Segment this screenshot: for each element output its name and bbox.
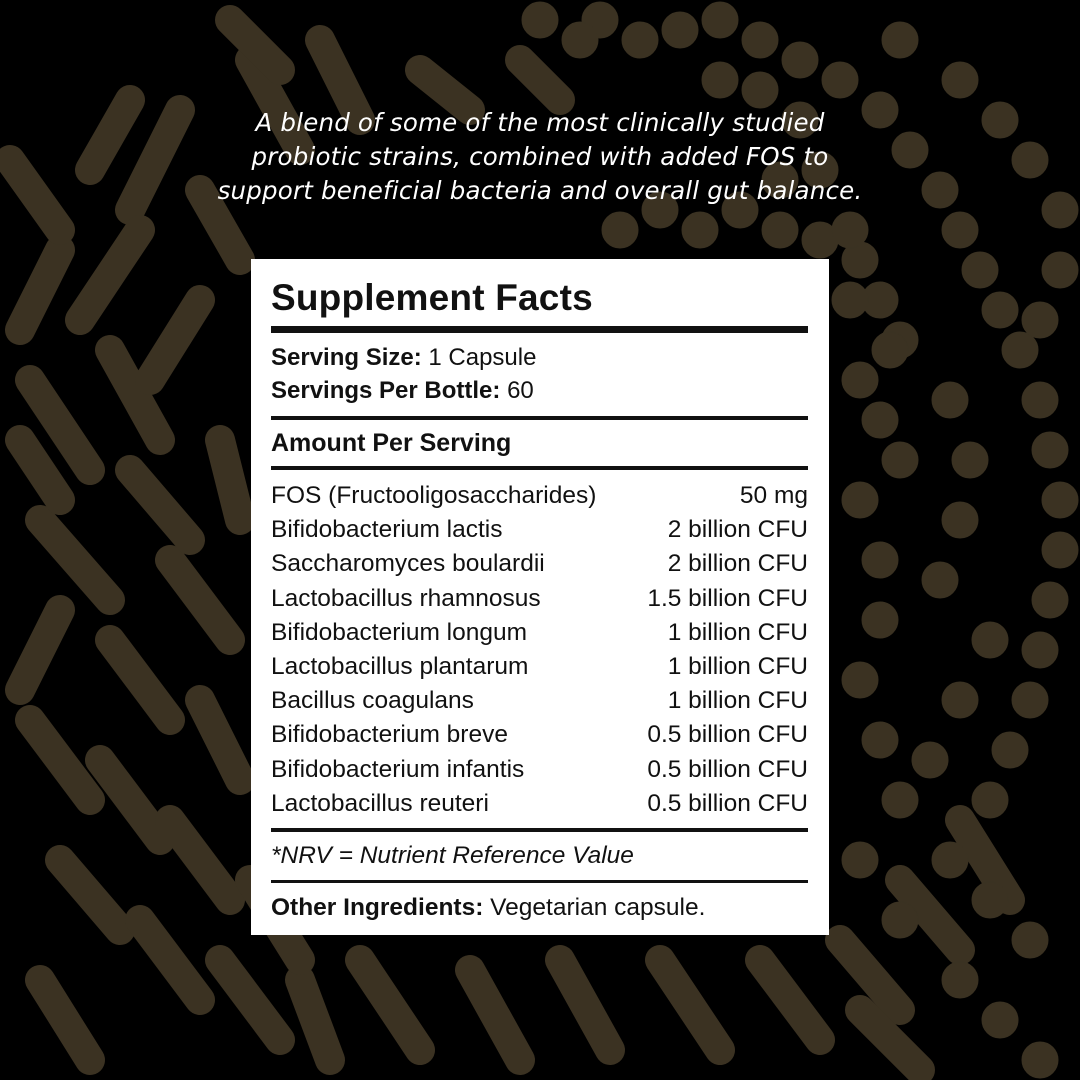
ingredient-row [271,718,808,752]
ingredient-row [271,753,808,787]
servings-per-value: 60 [500,377,534,404]
ingredient-amount: 2 billion CFU [667,550,808,578]
ingredient-amount: 2 billion CFU [667,516,808,544]
ingredient-amount: 0.5 billion CFU [647,755,808,783]
tagline-line-3: support beneficial bacteria and overall gut balance. [217,176,863,205]
ingredient-name: Bifidobacterium longum [271,618,528,646]
ingredient-row [271,650,808,684]
ingredient-name: Saccharomyces boulardii [271,550,545,578]
other-ingredients-label: Other Ingredients: [271,894,484,922]
nrv-note: *NRV = Nutrient Reference Value [271,842,634,870]
amount-per-serving-header: Amount Per Serving [271,429,512,457]
ingredient-name: Bifidobacterium lactis [271,516,503,544]
serving-size-line [271,341,808,374]
product-tagline [140,106,940,208]
ingredient-name: Lactobacillus rhamnosus [271,584,541,612]
tagline-line-2: probiotic strains, combined with added FOS to [251,142,829,171]
servings-per-line [271,374,808,407]
facts-title: Supplement Facts [271,277,593,318]
serving-size-value: 1 Capsule [421,344,537,371]
other-ingredients [271,883,808,933]
serving-size-label: Serving Size: [271,344,422,371]
ingredient-name: Bacillus coagulans [271,687,474,715]
ingredient-row [271,616,808,650]
ingredient-name: Bifidobacterium infantis [271,755,525,783]
ingredient-row [271,787,808,821]
ingredient-amount: 1 billion CFU [667,687,808,715]
ingredient-row [271,582,808,616]
ingredient-name: Lactobacillus reuteri [271,789,489,817]
ingredient-name: Bifidobacterium breve [271,721,508,749]
supplement-facts-panel [251,259,829,935]
ingredient-list [271,470,808,828]
divider-thick [271,326,808,333]
ingredient-name: Lactobacillus plantarum [271,653,529,681]
ingredient-row [271,547,808,581]
ingredient-name: FOS (Fructooligosaccharides) [271,482,597,509]
ingredient-amount: 1.5 billion CFU [647,584,808,612]
other-ingredients-value: Vegetarian capsule. [483,894,706,922]
ingredient-row [271,513,808,547]
ingredient-amount: 1 billion CFU [667,618,808,646]
ingredient-amount: 0.5 billion CFU [647,721,808,749]
ingredient-row [271,479,808,513]
servings-per-label: Servings Per Bottle: [271,377,501,404]
tagline-line-1: A blend of some of the most clinically studied [255,108,825,137]
ingredient-row [271,684,808,718]
ingredient-amount: 50 mg [739,482,808,509]
serving-info [271,333,808,416]
ingredient-amount: 1 billion CFU [667,653,808,681]
ingredient-amount: 0.5 billion CFU [647,789,808,817]
